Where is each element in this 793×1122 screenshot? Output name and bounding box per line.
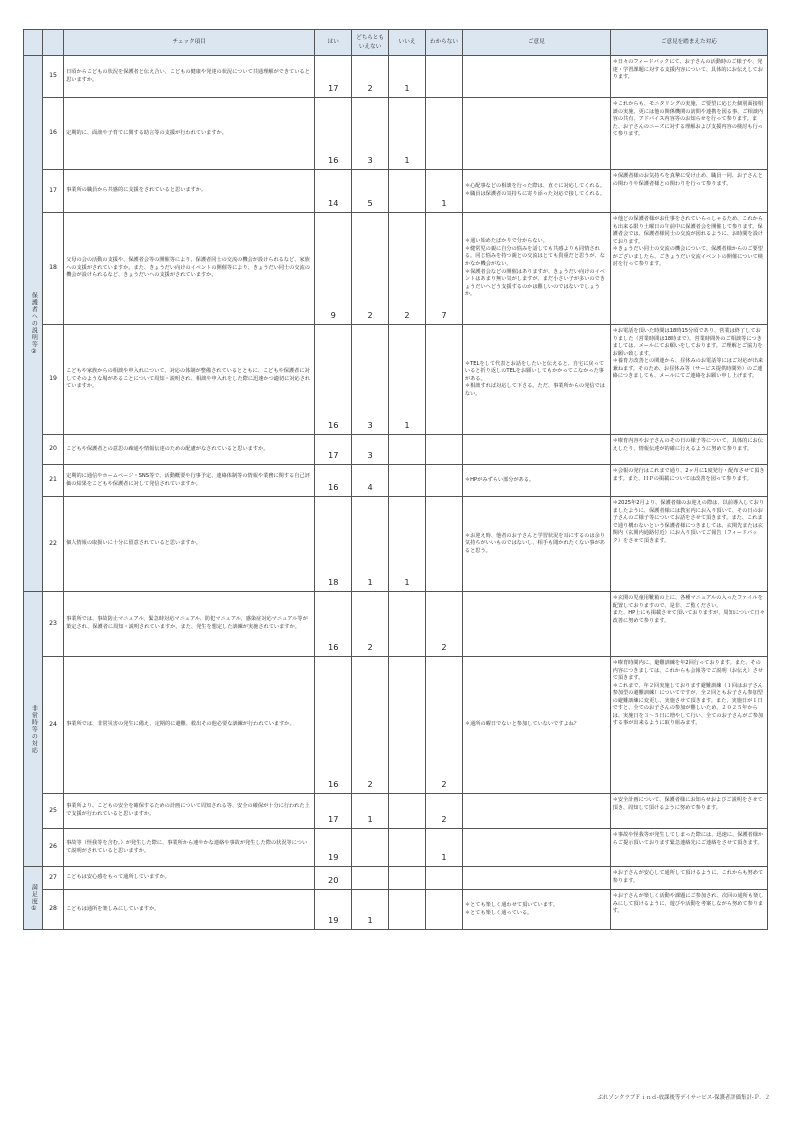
count-unknown: 2 (426, 794, 463, 829)
count-unknown (426, 98, 463, 170)
count-unknown (426, 867, 463, 890)
page-footer: ぷれゾンクラブＦｉｎｄ-放課後等デイサービス-保護者評価集計-Ｐ．２ (597, 1095, 770, 1101)
count-neither: 3 (352, 98, 389, 170)
row-number: 19 (42, 325, 63, 435)
response-text: ＊お子さんが楽しく活動や課題にご参加され、次回の通所も楽しみにして頂けるように、遊びや活動を考案しながら努めて参ります。 (610, 890, 767, 930)
table-row (24, 657, 768, 794)
header-yes: はい (315, 30, 352, 56)
response-text: ＊他どの保護者様がお仕事をされていらっしゃるため、これからも出来る限り土曜日の午前中に保護者会を開催して参ります。保護者会では、保護者様同士の交流が図れるように、お時間を設けております。 ＊きょうだい同士の交流の機会について、保護者様からのご要望がございましたら、ごきょうだい交流イベントの開催について検討を行って参ります。 (610, 213, 767, 325)
category-cell (24, 592, 43, 867)
response-text: ＊事故や怪我等が発生してしまった際には、迅速に、保護者様からご提示頂いております緊急連絡先にご連絡をさせて頂きます。 (610, 829, 767, 867)
opinion-text (462, 794, 610, 829)
count-neither: 3 (352, 325, 389, 435)
table-row (24, 592, 768, 657)
opinion-text (462, 592, 610, 657)
count-no: 1 (389, 56, 426, 98)
count-unknown (426, 890, 463, 930)
table-row (24, 890, 768, 930)
table-row (24, 497, 768, 592)
count-yes: 16 (315, 98, 352, 170)
table-row (24, 325, 768, 435)
check-item: 事業所では、非常災害の発生に備え、定期的に避難、救出その他必要な訓練が行われていますか。 (64, 657, 315, 794)
count-no (389, 592, 426, 657)
count-neither: 1 (352, 794, 389, 829)
table-body (24, 56, 768, 930)
count-neither: 2 (352, 56, 389, 98)
check-item: 父母の会の活動の支援や、保護者会等の開催等により、保護者同士の交流の機会が設けられるなど、家族への支援がされていますか。また、きょうだい向けのイベントの開催等により、きょうだい同士の交流の機会が設けられるなど、きょうだいへの支援がされていますか。 (64, 213, 315, 325)
row-number: 17 (42, 170, 63, 213)
category-label: 保護者への説明等② (30, 291, 38, 356)
count-yes: 19 (315, 890, 352, 930)
check-item: こどもは安心感をもって通所していますか。 (64, 867, 315, 890)
count-unknown (426, 497, 463, 592)
opinion-text: ＊心配事などの相談を行った際は、直ぐに対応してくれる。 ＊職員は保護者の気持ちに寄り添った対応で接してくれる。 (462, 170, 610, 213)
response-text: ＊玄関の児童用靴箱の上に、各種マニュアルの入ったファイルを配置しておりますので、是非、ご覧ください。 また、HP上にも掲載させて頂いておりますが、周知について日々改善に努めて参ります。 (610, 592, 767, 657)
count-no (389, 170, 426, 213)
count-neither: 5 (352, 170, 389, 213)
count-no (389, 435, 426, 465)
header-category (24, 30, 43, 56)
response-text: ＊お電話を頂いた時間は18時15分頃であり、営業は終了しておりました（営業時間は18時まで）。営業時間外のご相談等につきましては、メールにてお願いをしております。ご理解とご協力をお願い致します。 ＊養育方改善との関連から、昼休みのお電話等にはご対応が出来兼ねます。そのため、お昼休み等（サービス提供時間外）のご連絡につきましても、メールにてご連絡をお願い申し上げます。 (610, 325, 767, 435)
opinion-text (462, 98, 610, 170)
count-neither (352, 867, 389, 890)
opinion-text (462, 435, 610, 465)
row-number: 15 (42, 56, 63, 98)
count-yes: 18 (315, 497, 352, 592)
count-yes: 16 (315, 592, 352, 657)
count-unknown: 2 (426, 657, 463, 794)
count-unknown (426, 325, 463, 435)
response-text: ＊会報の発行はこれまで通り、2ヶ月に1度発行・配布させて頂きます。また、ＨＰの掲載については改善を図って参ります。 (610, 465, 767, 497)
count-yes: 20 (315, 867, 352, 890)
category-label: 非常時等の対応 (30, 704, 38, 754)
count-neither: 2 (352, 657, 389, 794)
response-text: ＊日々のフィードバックにて、お子さんの活動時のご様子や、発達・学習課題に対する支援内容について、具体的にお伝えしております。 (610, 56, 767, 98)
count-neither: 1 (352, 890, 389, 930)
count-yes: 16 (315, 465, 352, 497)
count-neither: 2 (352, 592, 389, 657)
count-no (389, 465, 426, 497)
count-unknown: 2 (426, 592, 463, 657)
table-row (24, 465, 768, 497)
table-row (24, 98, 768, 170)
count-no (389, 657, 426, 794)
response-text: ＊安全計画について、保護者様にお知らせおよびご説明をさせて頂き、周知して頂けるように努めて参ります。 (610, 794, 767, 829)
opinion-text: ＊お迎え時、他者のお子さんと学習状況を耳にするのは余り気持ちがいいものではないし、相手も聞かれたくない事があると思う。 (462, 497, 610, 592)
check-item: 事業所の職員から共感的に支援をされていると思いますか。 (64, 170, 315, 213)
check-item: 事業所より、こどもの安全を確保するための計画について周知される等、安全の確保が十分に行われた上で支援が行われていると思いますか。 (64, 794, 315, 829)
header-no: いいえ (389, 30, 426, 56)
row-number: 26 (42, 829, 63, 867)
response-text: ＊2025年2月より、保護者様のお迎えの際は、以前導入しておりましたように、保護者様には教室内にお入り頂いて、その日のお子さんのご様子等についてお話をさせて頂きます。また、これまで通り構わないという保護者様につきましては、玄関先または玄関内（玄関内通路付近）にお入り頂いてご報告（フィードバック）をさせて頂きます。 (610, 497, 767, 592)
count-yes: 14 (315, 170, 352, 213)
response-text: ＊保護者様のお気持ちを真摯に受け止め、職員一同、お子さんとの関わりや保護者様との関わりを行って参ります。 (610, 170, 767, 213)
count-yes: 19 (315, 829, 352, 867)
count-unknown: 7 (426, 213, 463, 325)
response-text: ＊療育時間内に、避難訓練を年2回行っております。また、その内容につきましては、これからも会報等でご説明（お伝え）させて頂きます。 ＊これまで、年２回実施しております避難訓練（１回はお子さん参加型の避難訓練）についてですが、全２回ともお子さん参加型の避難訓練に変更し、実施させて頂きます。また、実施日が１日ですと、全てのお子さんの参加が難しいため、２０２５年からは、実施日を３～５日に増やして行い、全てのお子さんがご参加する事が出来るように取り組みます。 (610, 657, 767, 794)
row-number: 28 (42, 890, 63, 930)
header-check-item: チェック項目 (64, 30, 315, 56)
header-unknown: わからない (426, 30, 463, 56)
opinion-text (462, 829, 610, 867)
response-text: ＊これからも、モニタリングの実施、ご要望に応じた個別面接相談の実施、更には他の関係機関の訪問や連携を図る事、ご相談内容の共有、アドバイス内容等のお知らせを行って参ります。また、お子さんのニーズに対する理解および支援内容の検討も行って参ります。 (610, 98, 767, 170)
count-no: 2 (389, 213, 426, 325)
opinion-text: ＊通い始めたばかりで分からない。 ＊健常児の親に自分の悩みを話しても共感よりも同情される。同じ悩みを持つ親との交流はとても貴重だと思うが、なかなか機会がない。 ＊保護者会などの開催はありますが、きょうだい向けのイベントはあまり無い気がしますが、まだ小さい子が多いのできょうだいへどう支援するのかは難しいのではないでしょうか。 (462, 213, 610, 325)
opinion-text: ＊HPがみずらい部分がある。 (462, 465, 610, 497)
count-yes: 17 (315, 56, 352, 98)
header-row (24, 30, 768, 56)
opinion-text: ＊とても楽しく通わせて頂いています。 ＊とても楽しく通っている。 (462, 890, 610, 930)
header-neither: どちらとも いえない (352, 30, 389, 56)
row-number: 22 (42, 497, 63, 592)
count-no: 1 (389, 497, 426, 592)
count-no: 1 (389, 98, 426, 170)
category-label: 満足度① (30, 883, 38, 913)
table-row (24, 56, 768, 98)
count-no (389, 794, 426, 829)
table-row (24, 867, 768, 890)
header-response: ご意見を踏まえた対応 (610, 30, 767, 56)
check-item: 日頃からこどもの状況を保護者と伝え合い、こどもの健康や発達の状況について共通理解ができていると思いますか。 (64, 56, 315, 98)
count-no (389, 829, 426, 867)
evaluation-table (23, 29, 768, 930)
check-item: 定期的に通信やホームページ・SNS等で、活動概要や行事予定、連絡体制等の情報や業務に関する自己評価の結果をこどもや保護者に対して発信されていますか。 (64, 465, 315, 497)
check-item: こどもや家族からの相談や申入れについて、対応の体制が整備されているとともに、こどもや保護者に対してそのような場があることについて周知・説明され、相談や申入れをした際に迅速かつ適切に対応されていますか。 (64, 325, 315, 435)
count-neither (352, 829, 389, 867)
count-yes: 9 (315, 213, 352, 325)
count-yes: 16 (315, 657, 352, 794)
count-neither: 2 (352, 213, 389, 325)
row-number: 20 (42, 435, 63, 465)
check-item: 事業所では、事故防止マニュアル、緊急時対応マニュアル、防犯マニュアル、感染症対応マニュアル等が策定され、保護者に周知・説明されていますか。また、発生を想定した訓練が実施されていますか。 (64, 592, 315, 657)
opinion-text: ＊TELをして代表とお話をしたいと伝えると、自宅に戻っていると折り返しのTELをお願いしてもかかってこなかった事がある。 ＊相談すれば対応して下さる。ただ、事業所からの発信ではない。 (462, 325, 610, 435)
row-number: 18 (42, 213, 63, 325)
count-unknown (426, 56, 463, 98)
count-no (389, 867, 426, 890)
count-unknown: 1 (426, 170, 463, 213)
category-cell (24, 867, 43, 930)
count-no (389, 890, 426, 930)
header-opinion: ご意見 (462, 30, 610, 56)
opinion-text (462, 56, 610, 98)
check-item: こどもや保護者との意思の疎通や情報伝達のための配慮がなされていると思いますか。 (64, 435, 315, 465)
table-row (24, 213, 768, 325)
table-row (24, 829, 768, 867)
row-number: 27 (42, 867, 63, 890)
table-row (24, 170, 768, 213)
check-item: こどもは通所を楽しみにしていますか。 (64, 890, 315, 930)
opinion-text: ＊通所の曜日でないと参加していないですよね？ (462, 657, 610, 794)
count-yes: 16 (315, 325, 352, 435)
count-yes: 17 (315, 435, 352, 465)
header-number (42, 30, 63, 56)
response-text: ＊療育内容やお子さんのその日の様子等について、具体的にお伝えしたり、情報伝達が的確に行えるように努めて参ります。 (610, 435, 767, 465)
count-neither: 3 (352, 435, 389, 465)
row-number: 16 (42, 98, 63, 170)
response-text: ＊お子さんが安心して通所して頂けるように、これからも努めて参ります。 (610, 867, 767, 890)
count-unknown (426, 435, 463, 465)
count-unknown (426, 465, 463, 497)
check-item: 事故等（怪我等を含む。）が発生した際に、事業所から速やかな連絡や事故が発生した際の状況等について説明がされていると思いますか。 (64, 829, 315, 867)
count-neither: 4 (352, 465, 389, 497)
count-neither: 1 (352, 497, 389, 592)
count-no: 1 (389, 325, 426, 435)
count-yes: 17 (315, 794, 352, 829)
row-number: 24 (42, 657, 63, 794)
check-item: 個人情報の取扱いに十分に留意されていると思いますか。 (64, 497, 315, 592)
table-row (24, 794, 768, 829)
row-number: 23 (42, 592, 63, 657)
row-number: 21 (42, 465, 63, 497)
row-number: 25 (42, 794, 63, 829)
table-row (24, 435, 768, 465)
check-item: 定期的に、面談や子育てに関する助言等の支援が行われていますか。 (64, 98, 315, 170)
opinion-text (462, 867, 610, 890)
category-cell (24, 56, 43, 592)
count-unknown: 1 (426, 829, 463, 867)
